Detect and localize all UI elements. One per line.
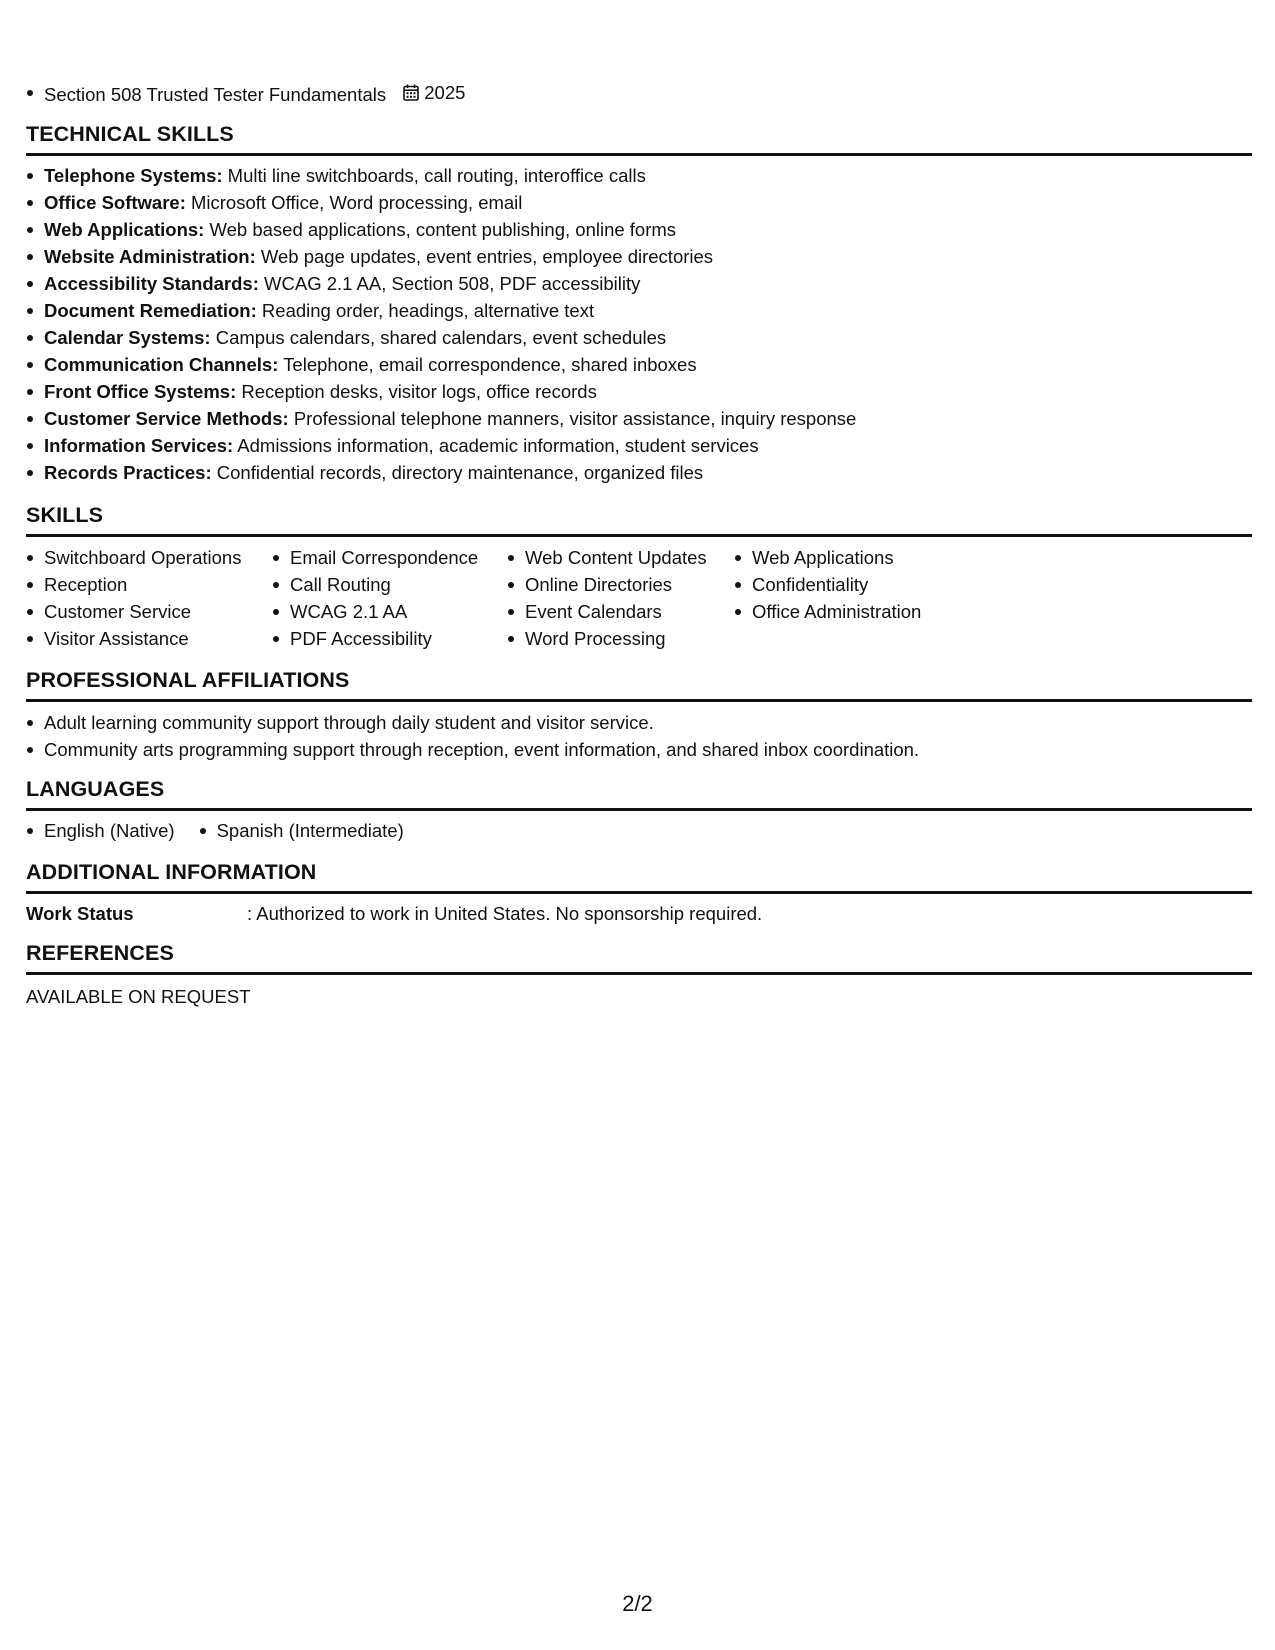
skills-column xyxy=(507,544,734,652)
skill-detail: Microsoft Office, Word processing, email xyxy=(185,192,523,213)
work-status-value: : Authorized to work in United States. No sponsorship required. xyxy=(247,903,763,924)
skills-column xyxy=(272,544,507,652)
page-number: 2/2 xyxy=(622,1591,653,1616)
list-item xyxy=(26,216,856,243)
list-item: Web Applications xyxy=(734,544,954,571)
certification-year: 2025 xyxy=(424,82,466,103)
list-item xyxy=(26,162,856,189)
skill-detail: Reception desks, visitor logs, office records xyxy=(236,381,597,402)
list-item: Call Routing xyxy=(272,571,507,598)
skill-category: Records Practices: xyxy=(44,462,212,483)
skill-category: Customer Service Methods: xyxy=(44,408,289,429)
languages-list xyxy=(26,817,428,844)
list-item xyxy=(26,243,856,270)
skill-category: Website Administration: xyxy=(44,246,256,267)
skill-detail: WCAG 2.1 AA, Section 508, PDF accessibility xyxy=(258,273,641,294)
list-item xyxy=(26,324,856,351)
certification-list xyxy=(26,79,465,108)
references-heading: REFERENCES xyxy=(26,940,1252,975)
technical-skills-list xyxy=(26,162,856,486)
skill-category: Calendar Systems: xyxy=(44,327,211,348)
affiliations-list xyxy=(26,709,919,763)
list-item: Confidentiality xyxy=(734,571,954,598)
languages-heading: LANGUAGES xyxy=(26,776,1252,811)
list-item xyxy=(26,270,856,297)
certification-name: Section 508 Trusted Tester Fundamentals xyxy=(44,84,387,105)
affiliations-heading: PROFESSIONAL AFFILIATIONS xyxy=(26,667,1252,702)
list-item: Switchboard Operations xyxy=(26,544,272,571)
additional-info-heading: ADDITIONAL INFORMATION xyxy=(26,859,1252,894)
skills-column xyxy=(26,544,272,652)
certification-date xyxy=(403,79,465,106)
list-item xyxy=(26,297,856,324)
skill-category: Front Office Systems: xyxy=(44,381,237,402)
calendar-icon xyxy=(403,84,419,101)
list-item: Visitor Assistance xyxy=(26,625,272,652)
list-item: Web Content Updates xyxy=(507,544,734,571)
list-item: Customer Service xyxy=(26,598,272,625)
skill-detail: Admissions information, academic information, student services xyxy=(233,435,759,456)
list-item: Reception xyxy=(26,571,272,598)
skills-heading: SKILLS xyxy=(26,502,1252,537)
certification-item xyxy=(26,79,465,108)
list-item xyxy=(26,432,856,459)
skill-detail: Telephone, email correspondence, shared inboxes xyxy=(278,354,697,375)
references-text: AVAILABLE ON REQUEST xyxy=(26,986,251,1007)
skill-detail: Professional telephone manners, visitor assistance, inquiry response xyxy=(288,408,857,429)
list-item xyxy=(26,351,856,378)
skill-category: Accessibility Standards: xyxy=(44,273,259,294)
list-item: Email Correspondence xyxy=(272,544,507,571)
skills-grid xyxy=(26,544,954,652)
list-item: WCAG 2.1 AA xyxy=(272,598,507,625)
work-status-label: Work Status xyxy=(26,903,134,924)
list-item: Office Administration xyxy=(734,598,954,625)
skill-detail: Web based applications, content publishing, online forms xyxy=(204,219,677,240)
skill-detail: Campus calendars, shared calendars, event schedules xyxy=(210,327,667,348)
technical-skills-heading: TECHNICAL SKILLS xyxy=(26,121,1252,156)
skill-category: Telephone Systems: xyxy=(44,165,223,186)
skill-category: Office Software: xyxy=(44,192,186,213)
list-item: English (Native) xyxy=(26,817,175,844)
list-item: Spanish (Intermediate) xyxy=(199,817,404,844)
list-item: Adult learning community support through daily student and visitor service. xyxy=(26,709,919,736)
skill-detail: Multi line switchboards, call routing, interoffice calls xyxy=(222,165,646,186)
skill-category: Information Services: xyxy=(44,435,234,456)
list-item: Online Directories xyxy=(507,571,734,598)
skill-category: Document Remediation: xyxy=(44,300,257,321)
list-item: Community arts programming support through reception, event information, and shared inbox coordination. xyxy=(26,736,919,763)
skill-detail: Reading order, headings, alternative text xyxy=(256,300,595,321)
list-item xyxy=(26,459,856,486)
skill-category: Communication Channels: xyxy=(44,354,279,375)
list-item: Event Calendars xyxy=(507,598,734,625)
skill-category: Web Applications: xyxy=(44,219,205,240)
list-item xyxy=(26,405,856,432)
skill-detail: Confidential records, directory maintenance, organized files xyxy=(211,462,704,483)
list-item: PDF Accessibility xyxy=(272,625,507,652)
list-item xyxy=(26,378,856,405)
skill-detail: Web page updates, event entries, employee directories xyxy=(255,246,714,267)
list-item: Word Processing xyxy=(507,625,734,652)
work-status-row xyxy=(26,900,762,927)
skills-column xyxy=(734,544,954,652)
list-item xyxy=(26,189,856,216)
